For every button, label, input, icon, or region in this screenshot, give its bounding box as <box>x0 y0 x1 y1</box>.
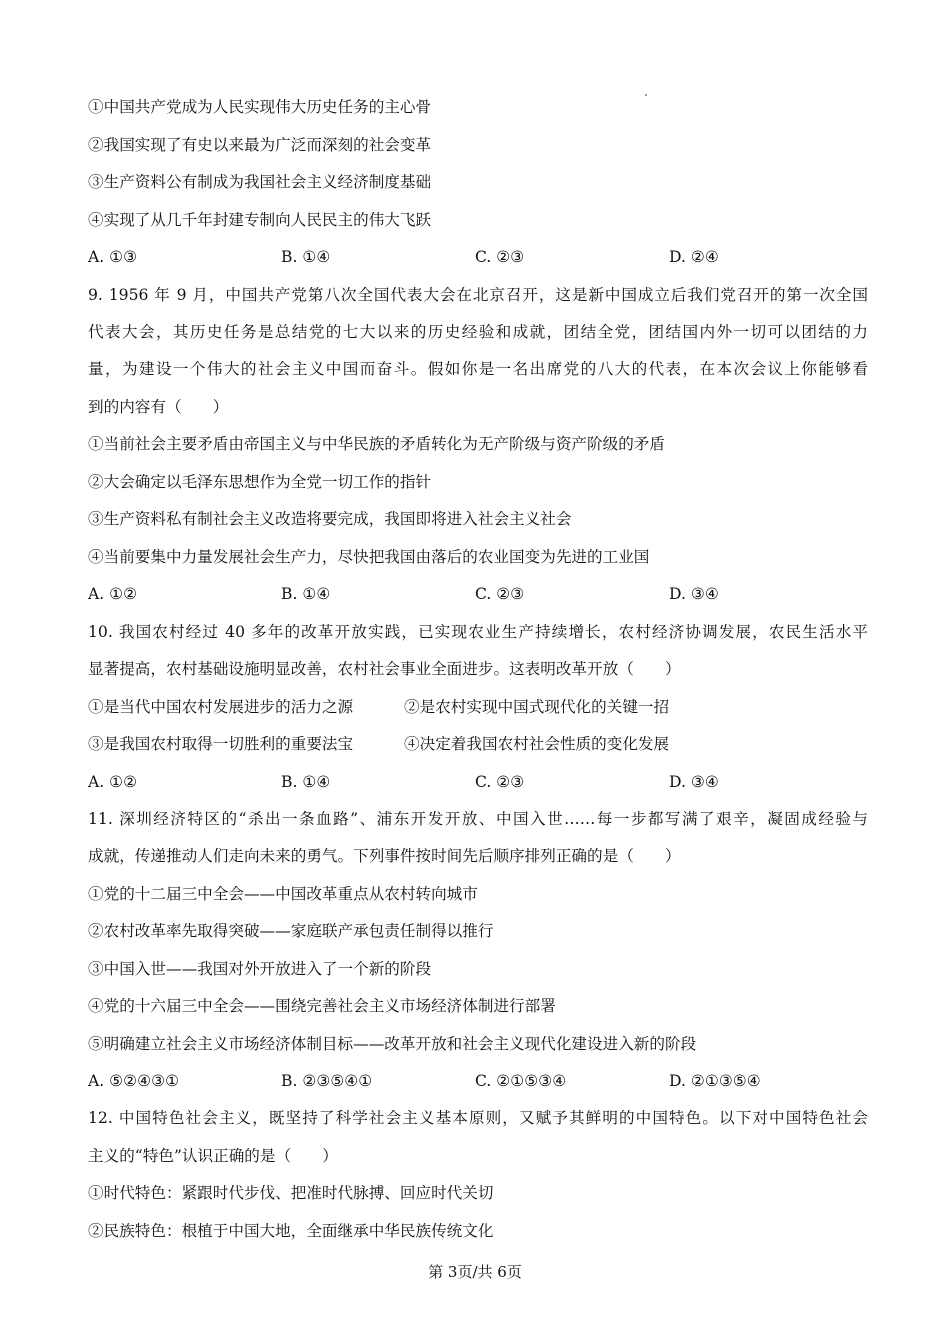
q11-option-a[interactable]: A. ⑤②④③① <box>88 1072 180 1090</box>
q10-option-b[interactable]: B. ①④ <box>281 773 331 791</box>
q9-option-d[interactable]: D. ③④ <box>669 585 719 603</box>
q8-option-c[interactable]: C. ②③ <box>475 248 525 266</box>
q9-stem-line-3: 量，为建设一个伟大的社会主义中国而奋斗。假如你是一名出席党的八大的代表，在本次会议上你能够看 <box>88 360 868 378</box>
q8-option-d[interactable]: D. ②④ <box>669 248 719 266</box>
q10-option-c[interactable]: C. ②③ <box>475 773 525 791</box>
q8-statement-1: ①中国共产党成为人民实现伟大历史任务的主心骨 <box>88 98 432 116</box>
q8-statement-4: ④实现了从几千年封建专制向人民民主的伟大飞跃 <box>88 211 432 229</box>
q9-statement-2: ②大会确定以毛泽东思想作为全党一切工作的指针 <box>88 473 432 491</box>
q10-statement-3: ③是我国农村取得一切胜利的重要法宝 <box>88 735 354 753</box>
q9-statement-3: ③生产资料私有制社会主义改造将要完成，我国即将进入社会主义社会 <box>88 510 572 528</box>
q9-option-a[interactable]: A. ①② <box>88 585 138 603</box>
q8-statement-3: ③生产资料公有制成为我国社会主义经济制度基础 <box>88 173 432 191</box>
q11-options <box>88 1071 868 1091</box>
page-footer: 第 3页/共 6页 <box>428 1263 522 1281</box>
q12-stem-line-2: 主义的“特色”认识正确的是（ ） <box>88 1147 338 1165</box>
q11-stem-line-2: 成就，传递推动人们走向未来的勇气。下列事件按时间先后顺序排列正确的是（ ） <box>88 847 681 865</box>
q10-statement-1: ①是当代中国农村发展进步的活力之源 <box>88 698 354 716</box>
q11-statement-5: ⑤明确建立社会主义市场经济体制目标——改革开放和社会主义现代化建设进入新的阶段 <box>88 1035 697 1053</box>
q10-stem-line-1: 10. 我国农村经过 40 多年的改革开放实践，已实现农业生产持续增长，农村经济协调发展，农民生活水平 <box>88 623 868 641</box>
q10-option-d[interactable]: D. ③④ <box>669 773 719 791</box>
q10-statement-row-1 <box>88 697 868 717</box>
q8-option-a[interactable]: A. ①③ <box>88 248 138 266</box>
q9-statement-4: ④当前要集中力量发展社会生产力，尽快把我国由落后的农业国变为先进的工业国 <box>88 548 650 566</box>
q9-statement-1: ①当前社会主要矛盾由帝国主义与中华民族的矛盾转化为无产阶级与资产阶级的矛盾 <box>88 435 665 453</box>
q11-statement-4: ④党的十六届三中全会——围绕完善社会主义市场经济体制进行部署 <box>88 997 556 1015</box>
q10-statement-row-2 <box>88 734 868 754</box>
q12-statement-2: ②民族特色：根植于中国大地，全面继承中华民族传统文化 <box>88 1222 494 1240</box>
stray-dot <box>645 94 647 96</box>
q10-stem-line-2: 显著提高，农村基础设施明显改善，农村社会事业全面进步。这表明改革开放（ ） <box>88 660 681 678</box>
q11-option-c[interactable]: C. ②①⑤③④ <box>475 1072 567 1090</box>
q11-statement-1: ①党的十二届三中全会——中国改革重点从农村转向城市 <box>88 885 478 903</box>
q11-option-d[interactable]: D. ②①③⑤④ <box>669 1072 761 1090</box>
q10-option-a[interactable]: A. ①② <box>88 773 138 791</box>
q9-options <box>88 584 868 604</box>
q12-statement-1: ①时代特色：紧跟时代步伐、把准时代脉搏、回应时代关切 <box>88 1184 494 1202</box>
q11-statement-3: ③中国入世——我国对外开放进入了一个新的阶段 <box>88 960 432 978</box>
q11-option-b[interactable]: B. ②③⑤④① <box>281 1072 373 1090</box>
q11-statement-2: ②农村改革率先取得突破——家庭联产承包责任制得以推行 <box>88 922 494 940</box>
q10-statement-2: ②是农村实现中国式现代化的关键一招 <box>404 698 670 716</box>
q12-stem-line-1: 12. 中国特色社会主义，既坚持了科学社会主义基本原则，又赋予其鲜明的中国特色。以下对中国特色社会 <box>88 1109 868 1127</box>
q9-option-b[interactable]: B. ①④ <box>281 585 331 603</box>
q8-option-b[interactable]: B. ①④ <box>281 248 331 266</box>
q11-stem-line-1: 11. 深圳经济特区的“杀出一条血路”、浦东开发开放、中国入世……每一步都写满了艰辛，凝固成经验与 <box>88 810 868 828</box>
q10-options <box>88 772 868 792</box>
q8-statement-2: ②我国实现了有史以来最为广泛而深刻的社会变革 <box>88 136 432 154</box>
q9-option-c[interactable]: C. ②③ <box>475 585 525 603</box>
q9-stem-line-2: 代表大会，其历史任务是总结党的七大以来的历史经验和成就，团结全党，团结国内外一切可以团结的力 <box>88 323 868 341</box>
q9-stem-line-4: 到的内容有（ ） <box>88 398 229 416</box>
q8-options <box>88 247 868 267</box>
q9-stem-line-1: 9. 1956 年 9 月，中国共产党第八次全国代表大会在北京召开，这是新中国成立后我们党召开的第一次全国 <box>88 286 868 304</box>
q10-statement-4: ④决定着我国农村社会性质的变化发展 <box>404 735 670 753</box>
